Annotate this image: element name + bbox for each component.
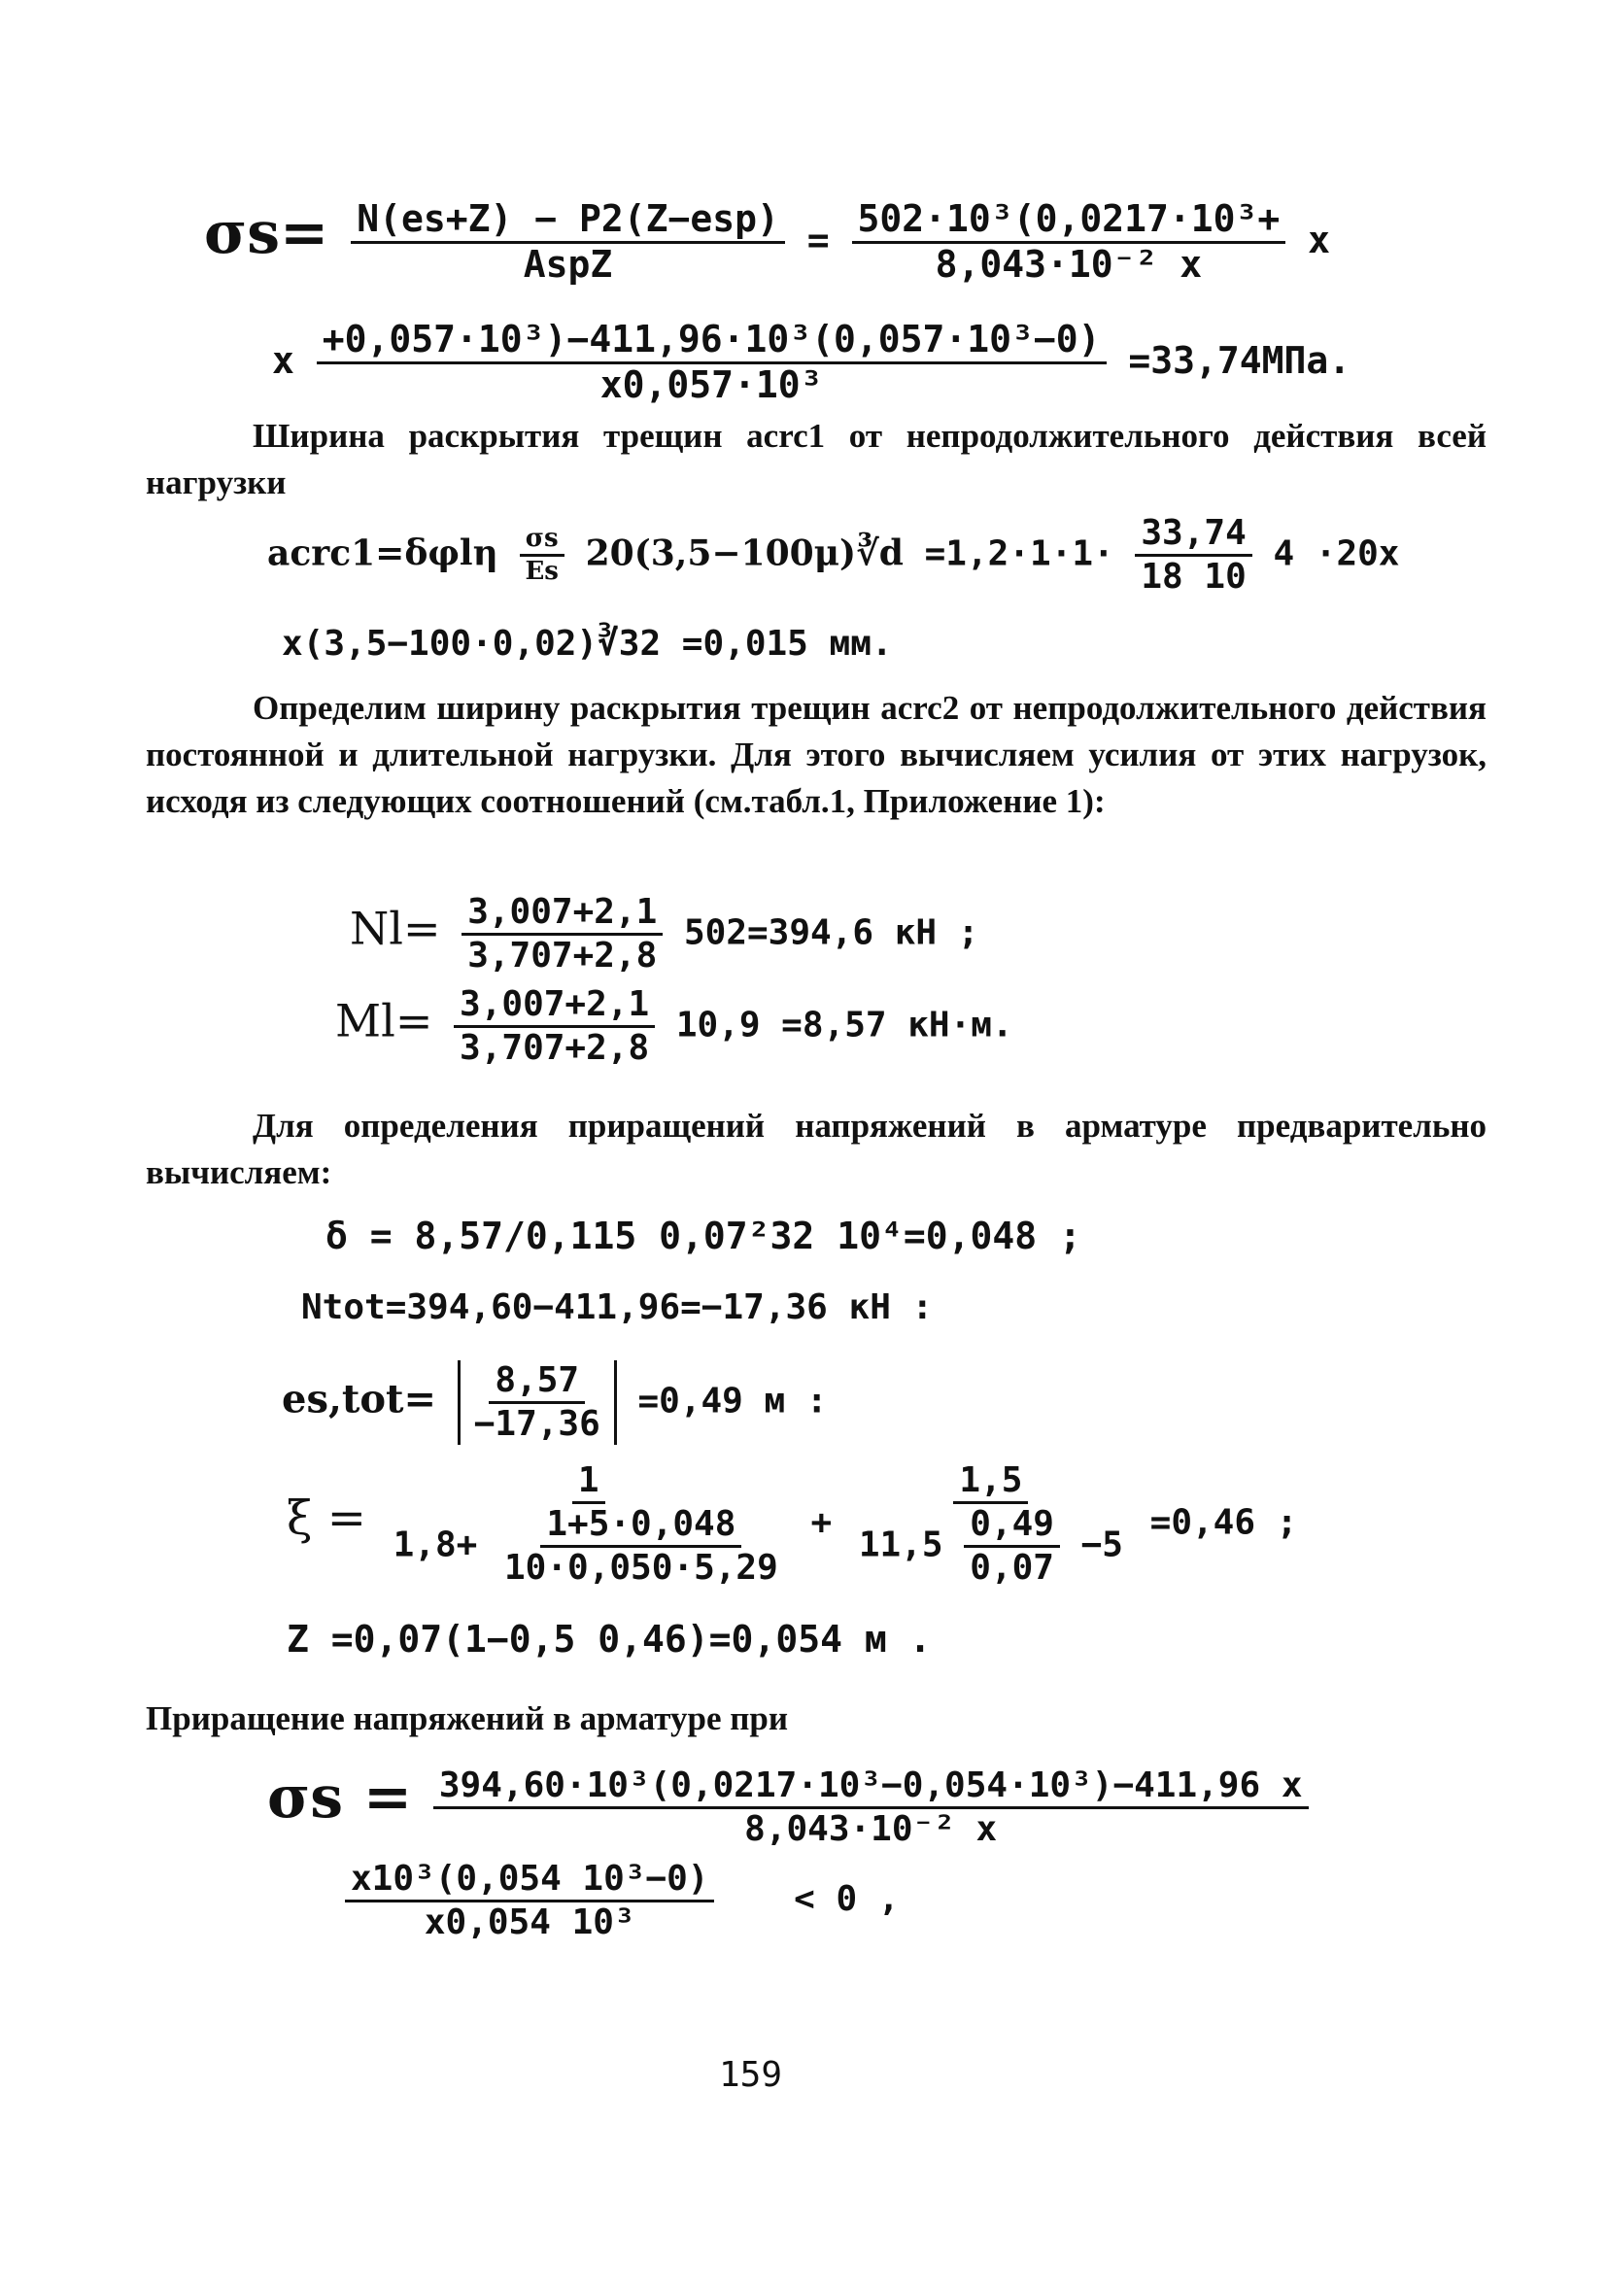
formula-z bbox=[287, 1618, 931, 1661]
formula-rhs: < 0 , bbox=[794, 1879, 900, 1920]
formula-sigma-s-increment bbox=[267, 1764, 1309, 1847]
fraction-denominator bbox=[853, 1504, 1129, 1587]
absolute-value-bars bbox=[458, 1360, 617, 1445]
fraction-numerator: 8,57 bbox=[489, 1362, 585, 1404]
multiply-sign: x bbox=[1308, 219, 1331, 261]
formula-text: x(3,5−100·0,02)∛32 =0,015 мм. bbox=[282, 624, 893, 664]
den-lead: 11,5 bbox=[858, 1525, 943, 1565]
fraction-1 bbox=[351, 197, 785, 286]
paragraph-stress-increment bbox=[146, 1696, 1487, 1742]
fraction-estot bbox=[468, 1362, 606, 1443]
fraction-denominator: Es bbox=[525, 556, 559, 586]
fraction-denominator: 3,707+2,8 bbox=[467, 935, 658, 976]
paragraph-stress-increment-intro bbox=[146, 1103, 1487, 1196]
plus-sign: + bbox=[810, 1502, 833, 1543]
fraction-numerator: σs bbox=[520, 526, 564, 557]
formula-acrc1 bbox=[267, 515, 1399, 596]
formula-sigma-s bbox=[204, 199, 1330, 285]
formula-text: Ntot=394,60−411,96=−17,36 кН : bbox=[301, 1287, 934, 1327]
fraction-denominator bbox=[388, 1504, 790, 1587]
formula-ntot bbox=[301, 1287, 933, 1327]
fraction-numerator: 502·10³(0,0217·10³+ bbox=[852, 200, 1286, 244]
formula-lhs: Nl= bbox=[350, 902, 441, 955]
fraction-numerator: 3,007+2,1 bbox=[454, 986, 655, 1028]
fraction-denominator: 18 10 bbox=[1141, 556, 1247, 597]
fraction-numerator: 0,49 bbox=[964, 1506, 1060, 1548]
fraction-denominator: 0,07 bbox=[970, 1547, 1054, 1588]
formula-lhs: σs= bbox=[204, 199, 329, 267]
fraction-2 bbox=[852, 197, 1286, 286]
formula-equals: =1,2·1·1· bbox=[924, 533, 1114, 574]
formula-lhs: Ml= bbox=[335, 994, 433, 1047]
fraction-numerator: 1,5 bbox=[953, 1462, 1028, 1504]
fraction-numerator: 33,74 bbox=[1135, 515, 1251, 557]
paragraph-crack-width-intro bbox=[146, 413, 1487, 506]
fraction-denominator: x0,054 10³ bbox=[424, 1902, 635, 1942]
fraction-denominator: 10·0,050·5,29 bbox=[504, 1547, 778, 1588]
formula-rhs: =0,46 ; bbox=[1149, 1502, 1298, 1543]
fraction-numerator: +0,057·10³)−411,96·10³(0,057·10³−0) bbox=[317, 321, 1107, 364]
fraction-ml bbox=[454, 986, 655, 1067]
fraction-numerator: 3,007+2,1 bbox=[462, 894, 663, 936]
formula-sigma-s-increment-continued bbox=[345, 1861, 900, 1941]
formula-acrc1-continued bbox=[282, 624, 893, 664]
fraction-6 bbox=[345, 1861, 714, 1941]
fraction-3 bbox=[317, 318, 1107, 406]
formula-result: =33,74МПа. bbox=[1128, 338, 1351, 382]
formula-lhs: es,tot= bbox=[282, 1376, 437, 1422]
formula-xi bbox=[287, 1462, 1297, 1586]
formula-text: δ = 8,57/0,115 0,07²32 10⁴=0,048 ; bbox=[325, 1215, 1081, 1257]
fraction-5 bbox=[433, 1767, 1309, 1848]
fraction-denominator: AspZ bbox=[523, 243, 613, 286]
fraction-xi-1 bbox=[388, 1462, 790, 1586]
fraction-numerator: N(es+Z) − P2(Z−esp) bbox=[351, 200, 785, 244]
nested-fraction-2 bbox=[964, 1503, 1060, 1588]
fraction-denominator: 8,043·10⁻² x bbox=[744, 1808, 998, 1849]
formula-lhs: σs = bbox=[267, 1764, 413, 1832]
fraction-numerator: x10³(0,054 10³−0) bbox=[345, 1861, 714, 1902]
formula-text: Z =0,07(1−0,5 0,46)=0,054 м . bbox=[287, 1618, 932, 1661]
formula-ml bbox=[335, 986, 1013, 1067]
paragraph-text: Приращение напряжений в арматуре при bbox=[146, 1699, 789, 1737]
formula-rhs: 10,9 =8,57 кН·м. bbox=[675, 1005, 1013, 1045]
paragraph-text: Ширина раскрытия трещин acrc1 от непродолжительного действия всей нагрузки bbox=[146, 417, 1487, 501]
fraction-xi-2 bbox=[853, 1462, 1129, 1586]
den-lead: 1,8+ bbox=[393, 1525, 478, 1565]
formula-lhs: acrc1=δφlη bbox=[267, 532, 498, 574]
fraction-denominator: −17,36 bbox=[473, 1403, 600, 1444]
fraction-sigma-over-es bbox=[519, 523, 564, 586]
nested-fraction-1 bbox=[498, 1503, 784, 1588]
fraction-denominator: x0,057·10³ bbox=[599, 362, 823, 406]
formula-nl bbox=[350, 894, 978, 975]
fraction-nl bbox=[462, 894, 663, 975]
formula-rhs: 502=394,6 кН ; bbox=[683, 912, 979, 953]
fraction-4 bbox=[1135, 515, 1251, 596]
formula-estot bbox=[282, 1360, 828, 1445]
fraction-denominator: 3,707+2,8 bbox=[460, 1027, 650, 1068]
fraction-numerator: 1 bbox=[572, 1462, 605, 1504]
formula-middle: 20(3,5−100μ)∛d bbox=[585, 532, 904, 574]
paragraph-text: Для определения приращений напряжений в арматуре предварительно вычисляем: bbox=[146, 1107, 1487, 1191]
fraction-numerator: 394,60·10³(0,0217·10³−0,054·10³)−411,96 x bbox=[433, 1767, 1309, 1809]
paragraph-acrc2-intro bbox=[146, 685, 1487, 825]
formula-sigma-s-continued bbox=[272, 318, 1351, 406]
den-tail: −5 bbox=[1080, 1525, 1123, 1565]
formula-lhs: ξ = bbox=[287, 1491, 366, 1546]
formula-tail: 4 ·20x bbox=[1273, 533, 1400, 574]
fraction-numerator: 1+5·0,048 bbox=[540, 1506, 741, 1548]
formula-rhs: =0,49 м : bbox=[637, 1381, 828, 1422]
multiply-sign: x bbox=[272, 338, 294, 382]
page-number: 159 bbox=[719, 2055, 783, 2095]
formula-delta bbox=[325, 1215, 1081, 1257]
paragraph-text: Определим ширину раскрытия трещин acrc2 от непродолжительного действия постоянной и длительной нагрузки. Для этого вычисляем усилия от этих нагрузок, исходя из следующих соотношений (см.табл.1, Приложение 1): bbox=[146, 689, 1487, 820]
equals-sign: = bbox=[806, 219, 830, 261]
fraction-denominator: 8,043·10⁻² x bbox=[935, 243, 1203, 286]
